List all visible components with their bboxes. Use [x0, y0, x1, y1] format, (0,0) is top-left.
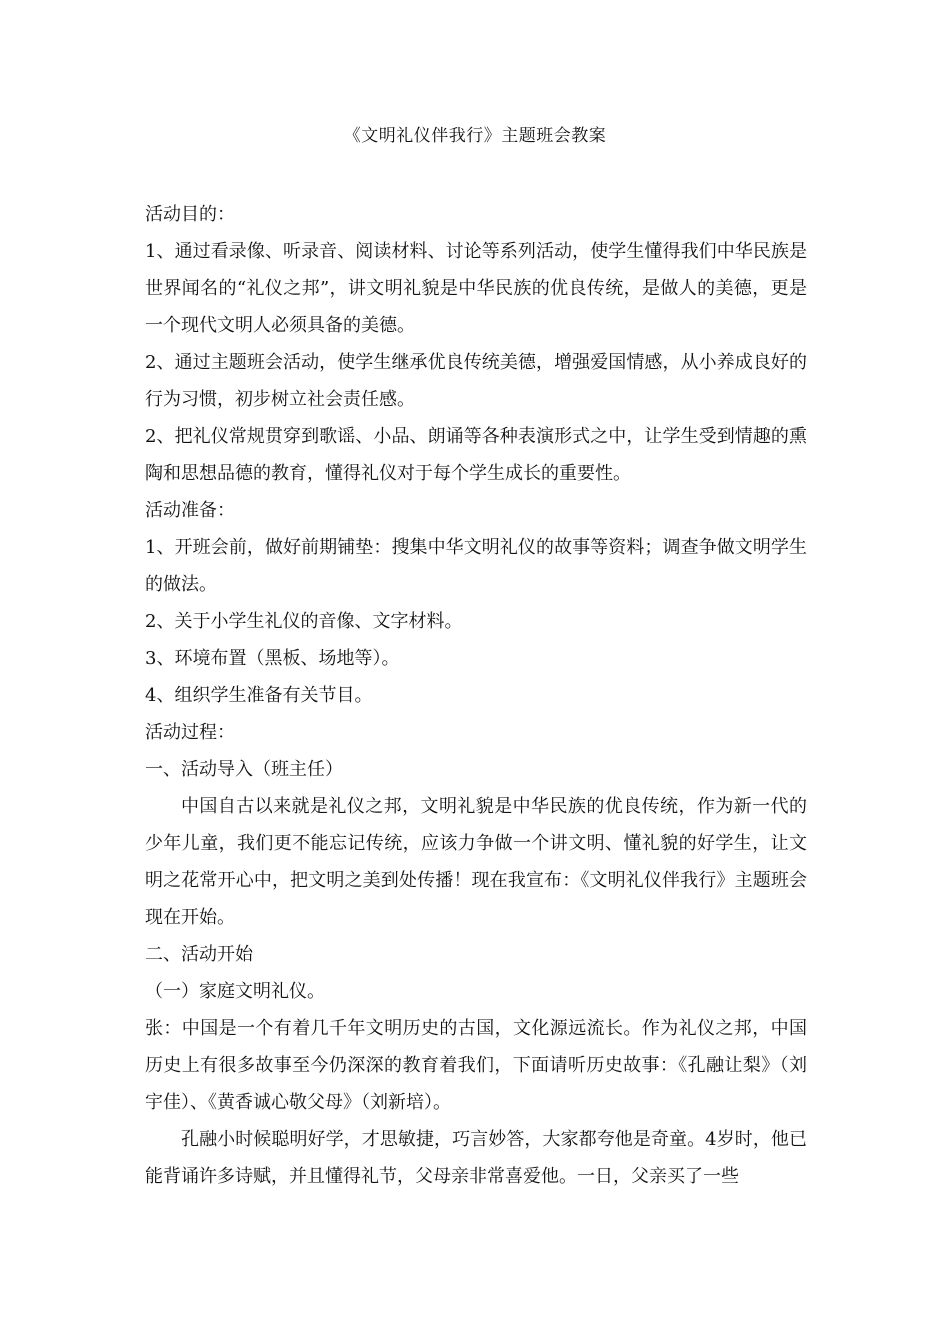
goal-item-1: 1、通过看录像、听录音、阅读材料、讨论等系列活动，使学生懂得我们中华民族是世界闻名的“礼仪之邦”，讲文明礼貌是中华民族的优良传统，是做人的美德，更是一个现代文明人必须具备的美德。	[145, 241, 807, 336]
heading-activity-process: 活动过程：	[145, 722, 235, 743]
dialogue-paragraph: 张：中国是一个有着几千年文明历史的古国，文化源远流长。作为礼仪之邦，中国历史上有很多故事至今仍深深的教育着我们，下面请听历史故事：《孔融让梨》（刘宇佳）、《黄香诚心敬父母》（刘新培）。	[145, 1018, 807, 1113]
story-paragraph: 孔融小时候聪明好学，才思敏捷，巧言妙答，大家都夸他是奇童。4岁时，他已能背诵许多诗赋，并且懂得礼节，父母亲非常喜爱他。一日，父亲买了一些	[145, 1129, 807, 1187]
goal-item-2: 2、通过主题班会活动，使学生继承优良传统美德，增强爱国情感，从小养成良好的行为习惯，初步树立社会责任感。	[145, 352, 807, 410]
subsection-1-heading: （一）家庭文明礼仪。	[145, 981, 325, 1002]
heading-activity-goals: 活动目的：	[145, 204, 235, 225]
preparation-item-1: 1、开班会前，做好前期铺垫：搜集中华文明礼仪的故事等资料；调查争做文明学生的做法。	[145, 537, 807, 595]
document-body	[145, 196, 807, 1195]
document-title: 《文明礼仪伴我行》主题班会教案	[343, 126, 607, 146]
heading-activity-preparation: 活动准备：	[145, 500, 235, 521]
preparation-item-3: 3、环境布置（黑板、场地等）。	[145, 648, 400, 669]
section-2-heading: 二、活动开始	[145, 944, 253, 965]
section-1-heading: 一、活动导入（班主任）	[145, 759, 343, 780]
goal-item-3: 2、把礼仪常规贯穿到歌谣、小品、朗诵等各种表演形式之中，让学生受到情趣的熏陶和思想品德的教育，懂得礼仪对于每个学生成长的重要性。	[145, 426, 807, 484]
preparation-item-4: 4、组织学生准备有关节目。	[145, 685, 373, 706]
section-1-paragraph: 中国自古以来就是礼仪之邦，文明礼貌是中华民族的优良传统，作为新一代的少年儿童，我们更不能忘记传统，应该力争做一个讲文明、懂礼貌的好学生，让文明之花常开心中，把文明之美到处传播！现在我宣布：《文明礼仪伴我行》主题班会现在开始。	[145, 796, 807, 928]
preparation-item-2: 2、关于小学生礼仪的音像、文字材料。	[145, 611, 463, 632]
